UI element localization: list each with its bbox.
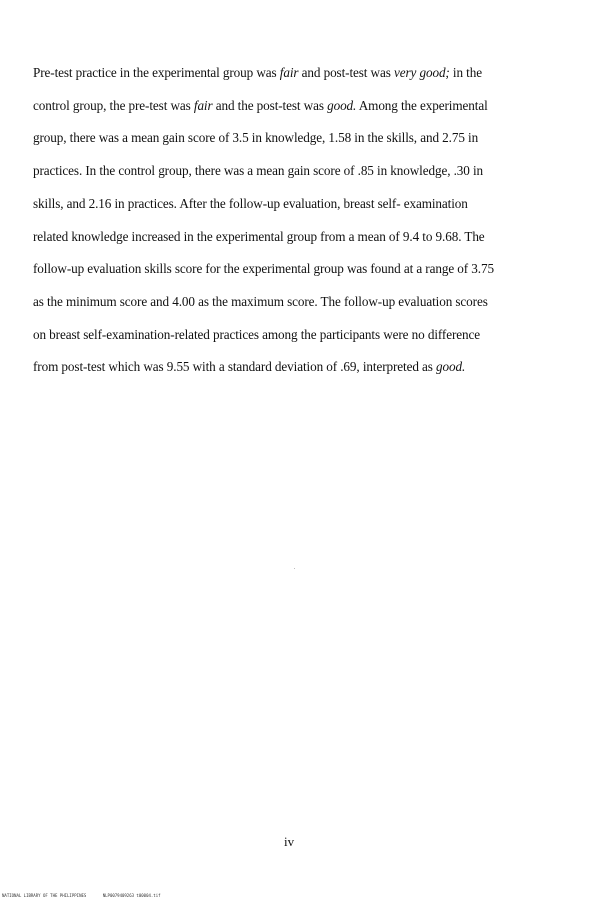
text-run: Pre-test practice in the experimental group was [33, 65, 280, 80]
text-line [33, 359, 465, 375]
text-line [33, 98, 488, 114]
scan-footer [2, 893, 161, 898]
text-line [33, 229, 485, 245]
text-line [33, 65, 482, 81]
text-line [33, 261, 494, 277]
text-run: as the minimum score and 4.00 as the maximum score. The follow-up evaluation scores [33, 294, 488, 309]
page-number: iv [284, 834, 295, 849]
italic-term: very good; [393, 65, 450, 80]
text-run: group, there was a mean gain score of 3.5 in knowledge, 1.58 in the skills, and 2.75 in [33, 130, 479, 145]
italic-term: good. [327, 98, 357, 113]
text-run: and the post-test was [212, 98, 328, 113]
text-line [33, 327, 480, 343]
text-run: in the [449, 65, 482, 80]
italic-term: fair [193, 98, 213, 113]
text-run: follow-up evaluation skills score for the experimental group was found at a range of 3.75 [33, 261, 494, 276]
text-run: practices. In the control group, there was a mean gain score of .85 in knowledge, .30 in [33, 163, 484, 178]
text-run: related knowledge increased in the experimental group from a mean of 9.4 to 9.68. The [33, 229, 485, 244]
italic-term: good. [436, 359, 466, 374]
text-run: Among the experimental [356, 98, 488, 113]
text-run: from post-test which was 9.55 with a standard deviation of .69, interpreted as [33, 359, 437, 374]
scan-speck [294, 568, 295, 569]
text-run: skills, and 2.16 in practices. After the follow-up evaluation, breast self- examination [33, 196, 468, 211]
text-run: on breast self-examination-related practices among the participants were no difference [33, 327, 481, 342]
text-line [33, 196, 468, 212]
text-line [33, 294, 488, 310]
footer-library: NATIONAL LIBRARY OF THE PHILIPPINES [2, 893, 87, 898]
footer-file-id: NLP0079409263 t00004.tif [102, 893, 161, 898]
text-line [33, 130, 478, 146]
text-run: and post-test was [298, 65, 394, 80]
text-line [33, 163, 483, 179]
italic-term: fair [279, 65, 299, 80]
text-run: control group, the pre-test was [33, 98, 194, 113]
